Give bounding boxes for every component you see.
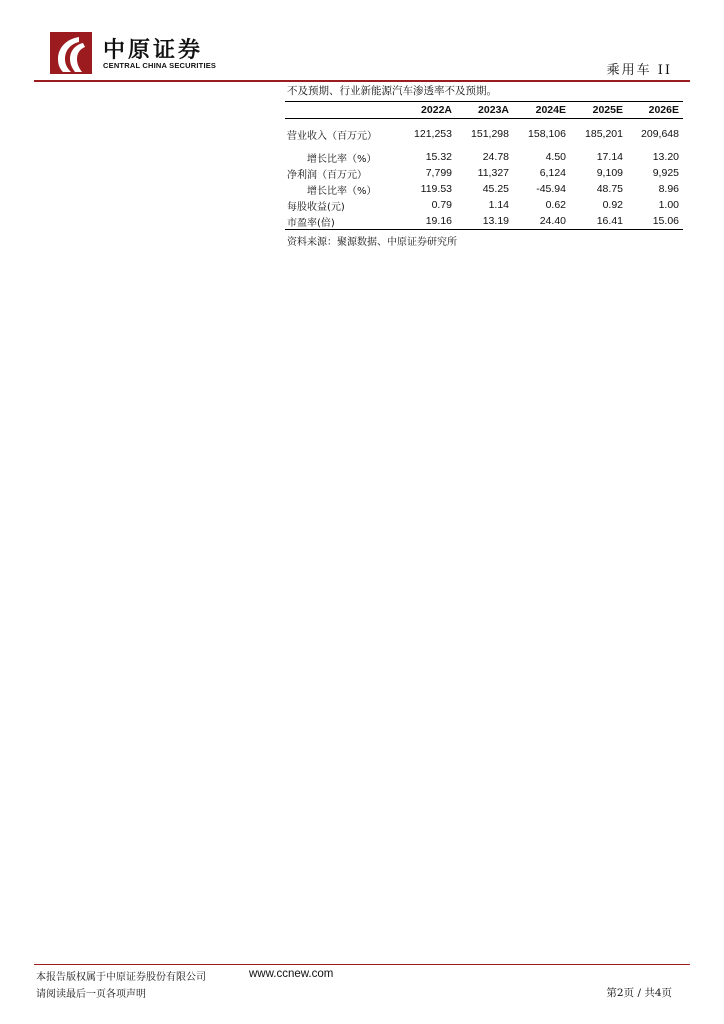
risk-text-line: 不及预期、行业新能源汽车渗透率不及预期。 <box>287 85 497 97</box>
table-cell: 8.96 <box>658 183 679 195</box>
financial-forecast-table <box>285 101 683 230</box>
table-cell: 13.20 <box>652 151 679 163</box>
table-cell: 11,327 <box>477 167 509 179</box>
table-cell: 185,201 <box>585 128 623 140</box>
table-cell: 0.92 <box>602 199 623 211</box>
table-row <box>285 149 683 165</box>
table-cell: 9,109 <box>596 167 623 179</box>
table-cell: 158,106 <box>528 128 566 140</box>
table-row <box>285 165 683 181</box>
footer-divider <box>34 964 690 965</box>
table-cell: 17.14 <box>596 151 623 163</box>
table-source-note: 资料来源：聚源数据、中原证券研究所 <box>287 237 457 248</box>
table-cell: 1.14 <box>488 199 509 211</box>
row-label: 营业收入（百万元） <box>287 130 377 142</box>
table-cell: 209,648 <box>641 128 679 140</box>
table-row <box>285 181 683 197</box>
footer-disclaimer: 请阅读最后一页各项声明 <box>36 989 146 1000</box>
table-header-cell: 2025E <box>570 102 627 119</box>
table-cell: 9,925 <box>652 167 679 179</box>
table-cell: 6,124 <box>539 167 566 179</box>
table-cell: 24.78 <box>482 151 509 163</box>
row-label: 市盈率(倍) <box>285 213 399 230</box>
table-cell: 48.75 <box>596 183 623 195</box>
page-number: 第2页 / 共4页 <box>606 987 672 999</box>
table-row <box>285 213 683 230</box>
table-cell: 121,253 <box>414 128 452 140</box>
row-label: 净利润（百万元） <box>287 169 367 181</box>
table-cell: 0.62 <box>545 199 566 211</box>
table-cell: 16.41 <box>570 213 627 230</box>
footer-website-link[interactable]: www.ccnew.com <box>249 968 334 980</box>
logo-chinese-name: 中原证券 <box>103 37 204 63</box>
footer-copyright: 本报告版权属于中原证券股份有限公司 <box>36 972 206 983</box>
table-row <box>285 197 683 213</box>
row-label: 增长比率（%） <box>307 153 377 165</box>
table-cell: 19.16 <box>399 213 456 230</box>
table-header-cell: 2024E <box>513 102 570 119</box>
row-label: 增长比率（%） <box>307 185 377 197</box>
row-label: 每股收益(元) <box>287 201 345 213</box>
table-header-cell: 2023A <box>456 102 513 119</box>
table-cell: 24.40 <box>513 213 570 230</box>
table-cell: 119.53 <box>420 183 452 195</box>
logo-english-name: CENTRAL CHINA SECURITIES <box>103 61 217 70</box>
table-row <box>285 119 683 150</box>
table-header-cell: 2022A <box>399 102 456 119</box>
header-divider <box>34 80 690 82</box>
table-cell: 7,799 <box>425 167 452 179</box>
report-category: 乘用车 II <box>606 63 672 78</box>
table-cell: 15.06 <box>627 213 683 230</box>
table-cell: 151,298 <box>471 128 509 140</box>
table-cell: 13.19 <box>456 213 513 230</box>
table-header-cell <box>285 102 399 119</box>
table-cell: 1.00 <box>658 199 679 211</box>
table-cell: 15.32 <box>425 151 452 163</box>
table-cell: 45.25 <box>482 183 509 195</box>
table-header-row <box>285 102 683 119</box>
company-logo-mark-icon <box>49 31 93 75</box>
table-cell: 0.79 <box>431 199 452 211</box>
table-header-cell: 2026E <box>627 102 683 119</box>
table-cell: 4.50 <box>545 151 566 163</box>
company-logo <box>49 31 227 75</box>
table-cell: -45.94 <box>536 183 566 195</box>
